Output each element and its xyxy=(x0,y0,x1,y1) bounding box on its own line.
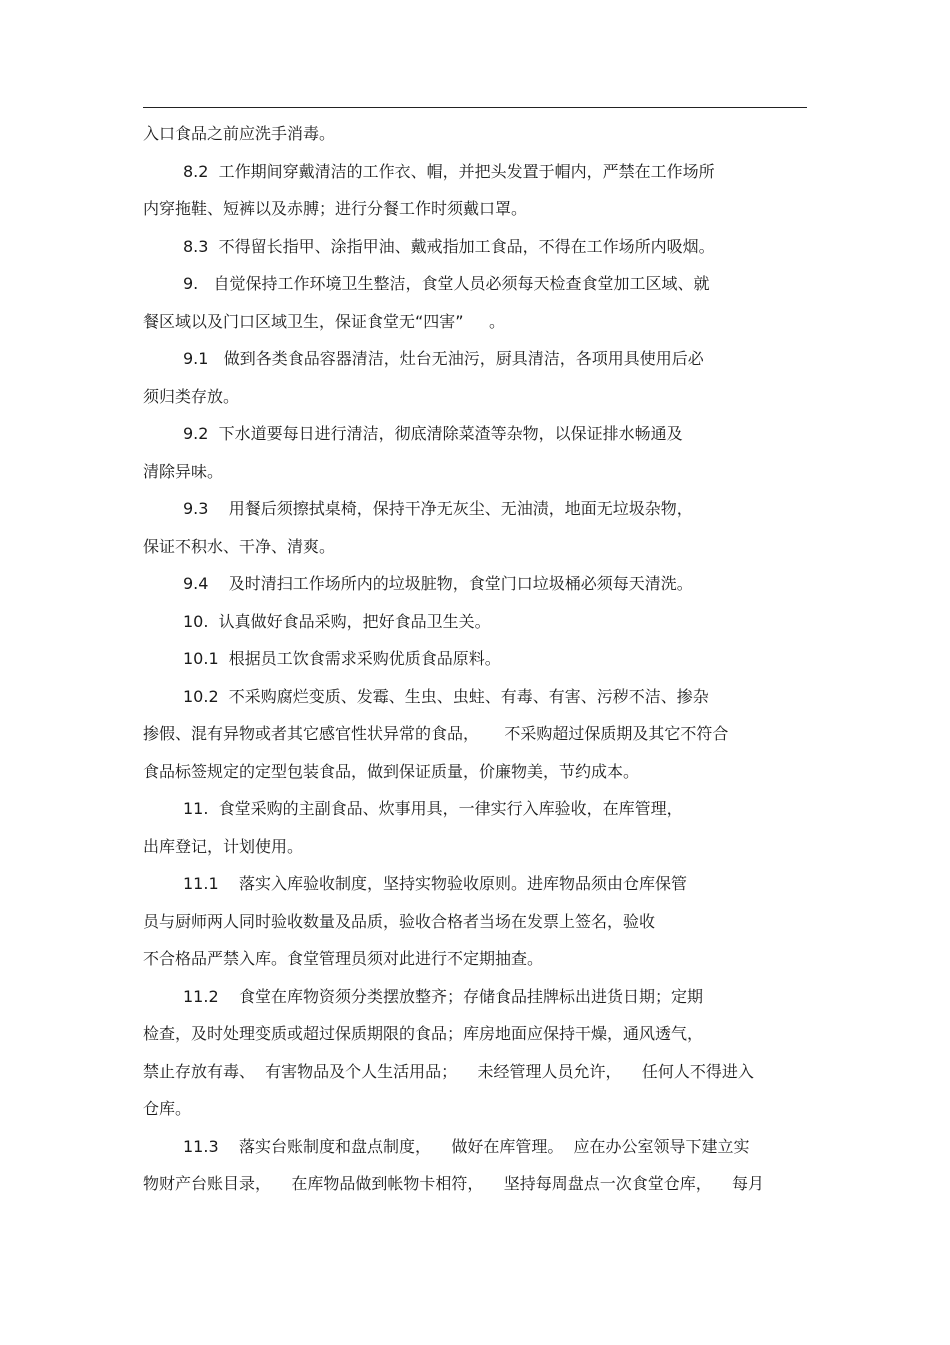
text-line-21: 11.1 落实入库验收制度，坚持实物验收原则。进库物品须由仓库保管 xyxy=(183,874,687,893)
text-line-11: 9.3 用餐后须擦拭桌椅，保持干净无灰尘、无油渍，地面无垃圾杂物， xyxy=(183,499,693,518)
text-line-27: 仓库。 xyxy=(143,1099,192,1118)
text-line-9: 9.2 下水道要每日进行清洁，彻底清除菜渣等杂物，以保证排水畅通及 xyxy=(183,424,683,443)
text-line-4: 8.3 不得留长指甲、涂指甲油、戴戒指加工食品，不得在工作场所内吸烟。 xyxy=(183,237,715,256)
text-line-29: 物财产台账目录， 在库物品做到帐物卡相符， 坚持每周盘点一次食堂仓库， 每月 xyxy=(143,1174,765,1193)
text-line-15: 10.1 根据员工饮食需求采购优质食品原料。 xyxy=(183,649,501,668)
text-line-8: 须归类存放。 xyxy=(143,387,240,406)
text-line-28: 11.3 落实台账制度和盘点制度， 做好在库管理。 应在办公室领导下建立实 xyxy=(183,1137,750,1156)
text-line-7: 9.1 做到各类食品容器清洁，灶台无油污，厨具清洁，各项用具使用后必 xyxy=(183,349,704,368)
header-rule xyxy=(143,107,807,108)
text-line-20: 出库登记，计划使用。 xyxy=(143,837,304,856)
text-line-25: 检查，及时处理变质或超过保质期限的食品；库房地面应保持干燥，通风透气， xyxy=(143,1024,704,1043)
text-line-1: 入口食品之前应洗手消毒。 xyxy=(143,124,336,143)
text-line-2: 8.2 工作期间穿戴清洁的工作衣、帽，并把头发置于帽内，严禁在工作场所 xyxy=(183,162,715,181)
text-line-14: 10. 认真做好食品采购，把好食品卫生关。 xyxy=(183,612,491,631)
text-line-19: 11. 食堂采购的主副食品、炊事用具，一律实行入库验收，在库管理， xyxy=(183,799,683,818)
text-line-26: 禁止存放有毒、 有害物品及个人生活用品； 未经管理人员允许， 任何人不得进入 xyxy=(143,1062,754,1081)
text-line-12: 保证不积水、干净、清爽。 xyxy=(143,537,336,556)
text-line-5: 9. 自觉保持工作环境卫生整洁，食堂人员必须每天检查食堂加工区域、就 xyxy=(183,274,710,293)
text-line-13: 9.4 及时清扫工作场所内的垃圾脏物，食堂门口垃圾桶必须每天清洗。 xyxy=(183,574,693,593)
text-line-16: 10.2 不采购腐烂变质、发霉、生虫、虫蛀、有毒、有害、污秽不洁、掺杂 xyxy=(183,687,709,706)
text-line-6: 餐区域以及门口区域卫生，保证食堂无“四害” 。 xyxy=(143,312,506,331)
text-line-3: 内穿拖鞋、短裤以及赤膊；进行分餐工作时须戴口罩。 xyxy=(143,199,528,218)
text-line-22: 员与厨师两人同时验收数量及品质，验收合格者当场在发票上签名，验收 xyxy=(143,912,656,931)
text-line-23: 不合格品严禁入库。食堂管理员须对此进行不定期抽查。 xyxy=(143,949,544,968)
text-line-17: 掺假、混有异物或者其它感官性状异常的食品， 不采购超过保质期及其它不符合 xyxy=(143,724,729,743)
text-line-24: 11.2 食堂在库物资须分类摆放整齐；存储食品挂牌标出进货日期；定期 xyxy=(183,987,703,1006)
text-line-18: 食品标签规定的定型包装食品，做到保证质量，价廉物美，节约成本。 xyxy=(143,762,640,781)
text-line-10: 清除异味。 xyxy=(143,462,224,481)
